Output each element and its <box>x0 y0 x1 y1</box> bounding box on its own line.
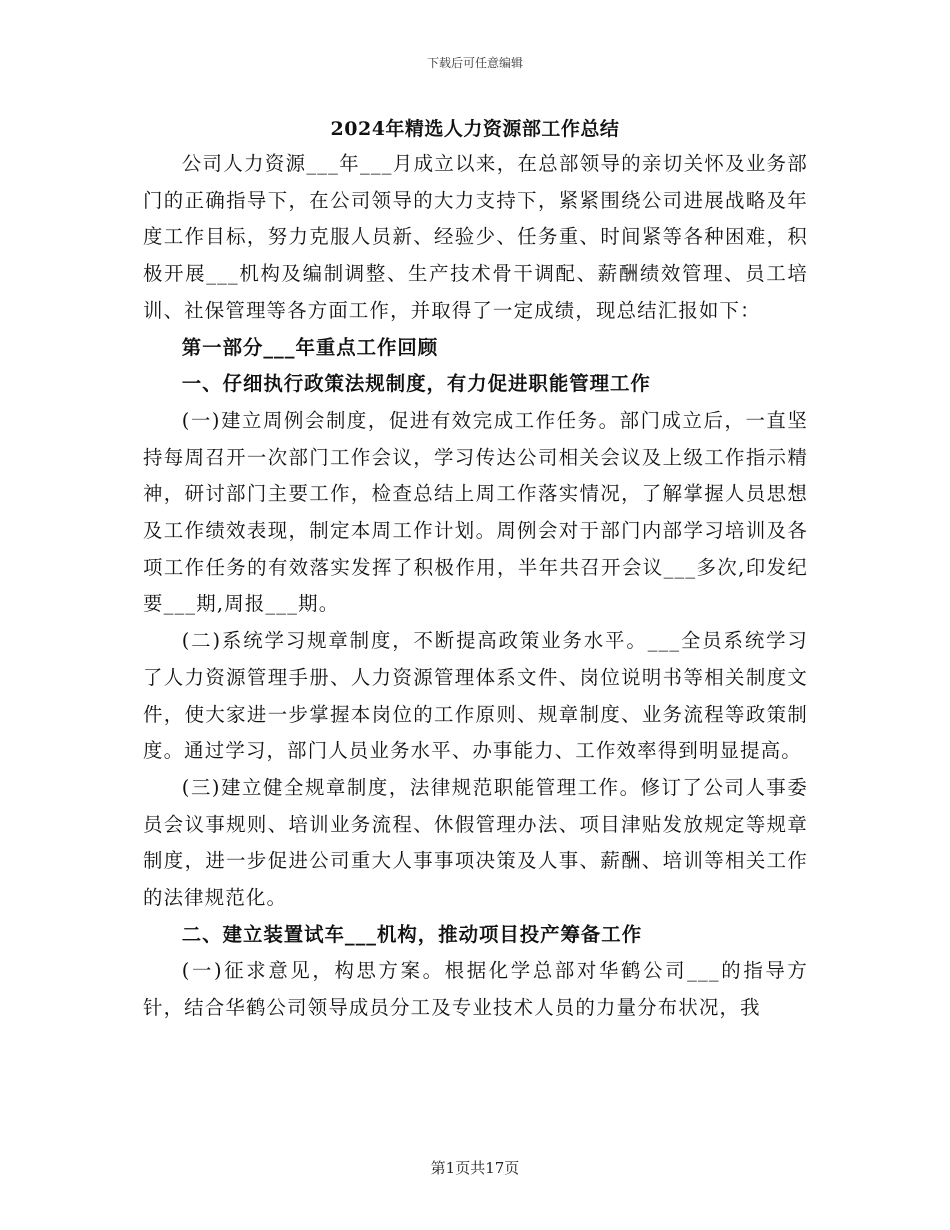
document-body <box>143 146 808 1027</box>
part-one-heading: 第一部分___年重点工作回顾 <box>181 335 439 359</box>
section-one-item-2: (二)系统学习规章制度，不断提高政策业务水平。___全员系统学习了人力资源管理手册、人力资源管理体系文件、岗位说明书等相关制度文件，使大家进一步掌握本岗位的工作原则、规章制度、业务流程等政策制度。通过学习，部门人员业务水平、办事能力、工作效率得到明显提高。 <box>143 629 808 763</box>
page-number: 第1页共17页 <box>430 1159 520 1177</box>
section-one-item-3: (三)建立健全规章制度，法律规范职能管理工作。修订了公司人事委员会议事规则、培训业务流程、休假管理办法、项目津贴发放规定等规章制度，进一步促进公司重大人事事项决策及人事、薪酬、培训等相关工作的法律规范化。 <box>143 775 808 910</box>
header-note: 下载后可任意编辑 <box>426 56 523 70</box>
section-two-heading: 二、建立装置试车___机构，推动项目投产筹备工作 <box>181 922 643 946</box>
section-one-item-1: (一)建立周例会制度，促进有效完成工作任务。部门成立后，一直坚持每周召开一次部门工作会议，学习传达公司相关会议及上级工作指示精神，研讨部门主要工作，检查总结上周工作落实情况，了解掌握人员思想及工作绩效表现，制定本周工作计划。周例会对于部门内部学习培训及各项工作任务的有效落实发挥了积极作用，半年共召开会议___多次,印发纪要___期,周报___期。 <box>143 408 808 616</box>
section-two-item-1: (一)征求意见，构思方案。根据化学总部对华鹤公司___的指导方针，结合华鹤公司领导成员分工及专业技术人员的力量分布状况，我 <box>143 959 808 1020</box>
intro-paragraph: 公司人力资源___年___月成立以来，在总部领导的亲切关怀及业务部门的正确指导下，在公司领导的大力支持下，紧紧围绕公司进展战略及年度工作目标，努力克服人员新、经验少、任务重、时间紧等各种困难，积极开展___机构及编制调整、生产技术骨干调配、薪酬绩效管理、员工培训、社保管理等各方面工作，并取得了一定成绩，现总结汇报如下： <box>143 152 808 322</box>
document-title: 2024年精选人力资源部工作总结 <box>330 118 620 140</box>
section-one-heading: 一、仔细执行政策法规制度，有力促进职能管理工作 <box>181 372 651 396</box>
